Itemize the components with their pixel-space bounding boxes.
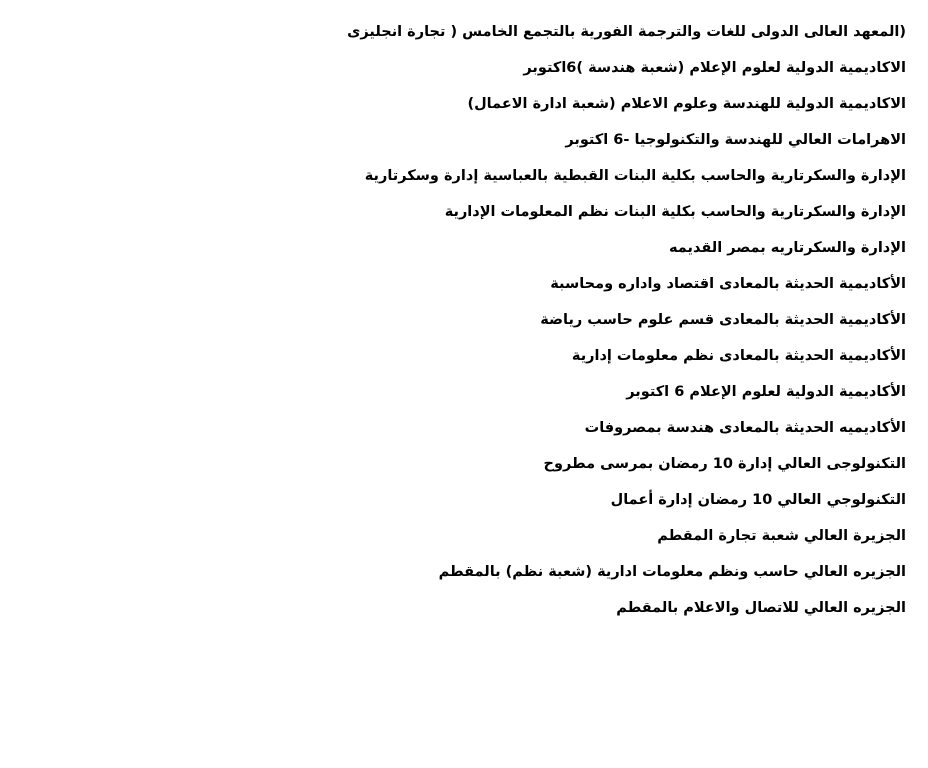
- list-item: (المعهد العالى الدولى للغات والترجمة الفورية بالتجمع الخامس ( تجارة انجليزى: [347, 24, 906, 40]
- institute-list: [347, 14, 906, 626]
- list-item: الجزيره العالي للاتصال والاعلام بالمقطم: [616, 600, 906, 616]
- list-item: الأكاديمية الحديثة بالمعادى نظم معلومات إدارية: [571, 348, 906, 364]
- list-item: الاكاديمية الدولية للهندسة وعلوم الاعلام (شعبة ادارة الاعمال): [467, 96, 906, 112]
- list-item: الأكاديمية الدولية لعلوم الإعلام 6 اكتوبر: [626, 384, 906, 400]
- list-item: الإدارة والسكرتارية والحاسب بكلية البنات القبطية بالعباسية إدارة وسكرتارية: [364, 168, 906, 184]
- list-item: الأكاديمية الحديثة بالمعادى اقتصاد واداره ومحاسبة: [550, 276, 906, 292]
- list-item: الاهرامات العالي للهندسة والتكنولوجيا -6 اكتوبر: [565, 132, 906, 148]
- list-item: الإدارة والسكرتارية والحاسب بكلية البنات نظم المعلومات الإدارية: [444, 204, 906, 220]
- list-item: التكنولوجي العالي 10 رمضان إدارة أعمال: [610, 492, 906, 508]
- list-item: الاكاديمية الدولية لعلوم الإعلام (شعبة هندسة )6اكتوبر: [523, 60, 906, 76]
- list-item: الجزيرة العالي شعبة تجارة المقطم: [657, 528, 906, 544]
- list-item: الإدارة والسكرتاريه بمصر القديمه: [669, 240, 906, 256]
- list-item: الأكاديمية الحديثة بالمعادى قسم علوم حاسب رياضة: [540, 312, 906, 328]
- list-item: الأكاديميه الحديثة بالمعادى هندسة بمصروفات: [584, 420, 906, 436]
- list-item: التكنولوجى العالي إدارة 10 رمضان بمرسى مطروح: [543, 456, 906, 472]
- list-item: الجزيره العالي حاسب ونظم معلومات ادارية (شعبة نظم) بالمقطم: [438, 564, 906, 580]
